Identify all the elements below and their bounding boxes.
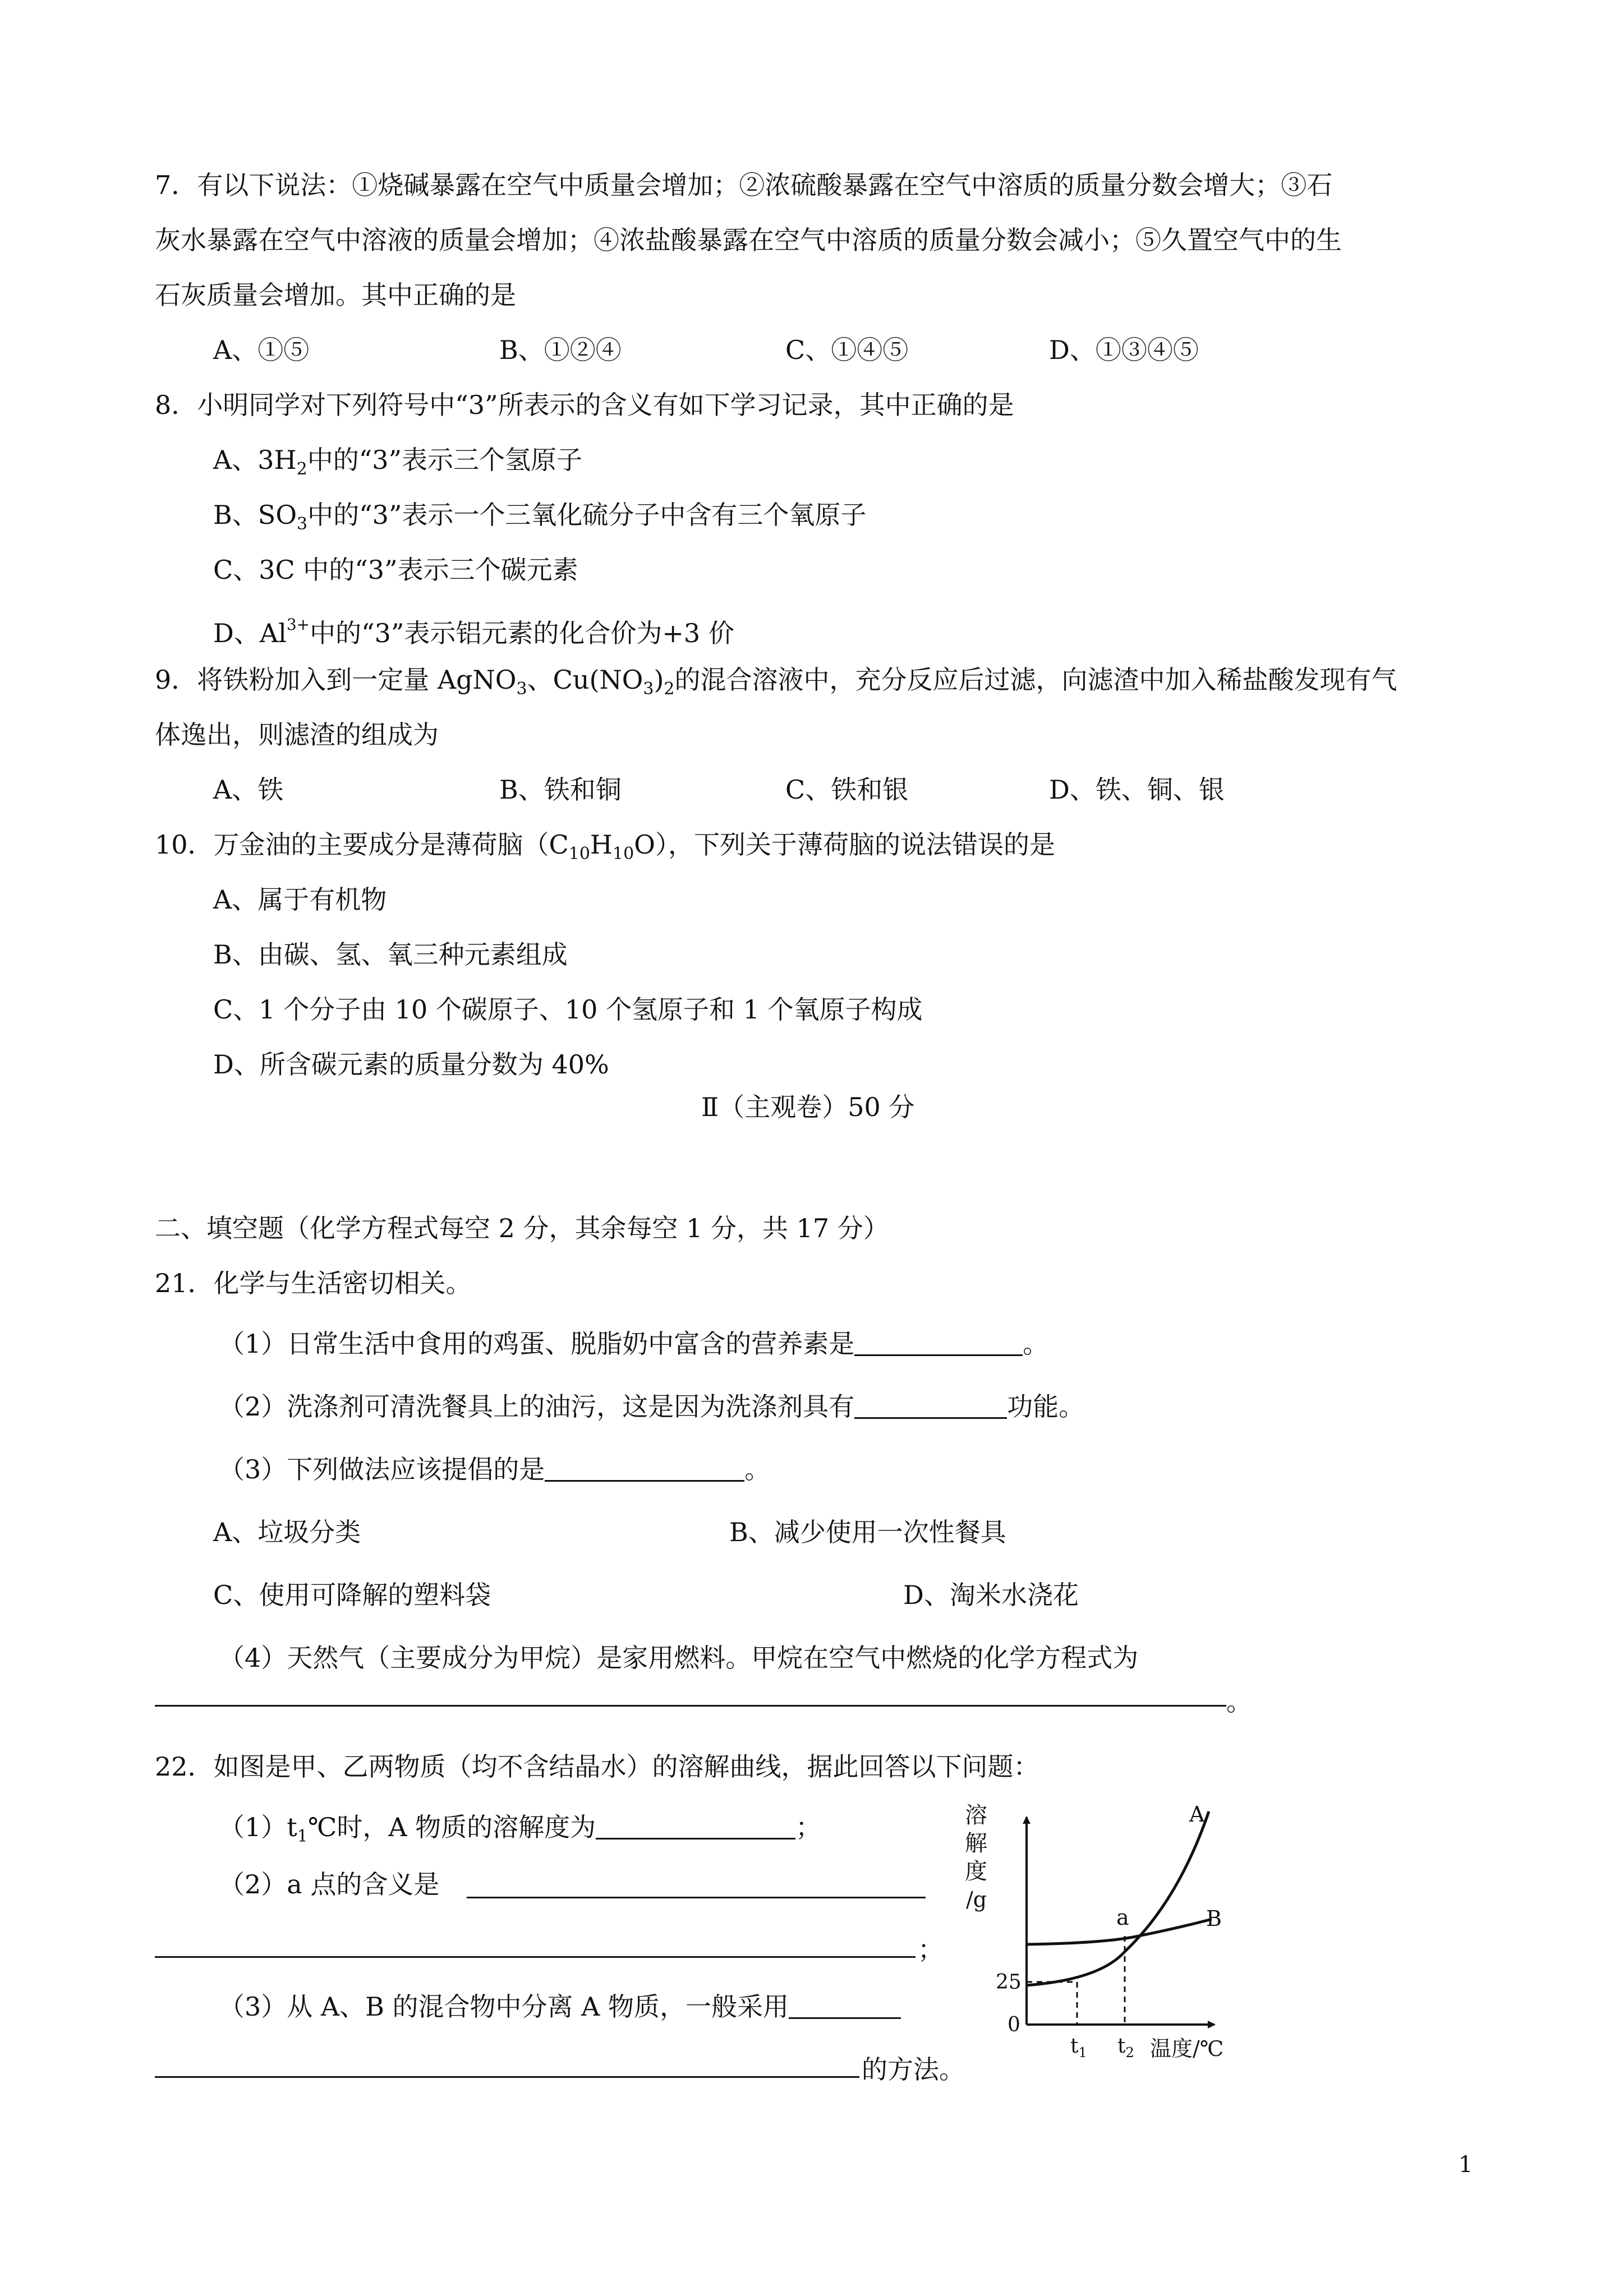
q21-part-3: （3）下列做法应该提倡的是 。 (219, 1454, 771, 1484)
q8-stem: 8．小明同学对下列符号中“3”所表示的含义有如下学习记录，其中正确的是 (155, 390, 1014, 420)
q9-option-a: A、铁 (213, 774, 284, 805)
q22-blank-1[interactable] (596, 1813, 795, 1839)
q22-stem: 22．如图是甲、乙两物质（均不含结晶水）的溶解曲线，据此回答以下问题： (155, 1751, 1039, 1782)
part-two-heading: 二、填空题（化学方程式每空 2 分，其余每空 1 分，共 17 分） (155, 1213, 889, 1243)
curve-b-label: B (1206, 1906, 1222, 1931)
q21-blank-2[interactable] (854, 1393, 1007, 1419)
point-a-label: a (1116, 1905, 1129, 1930)
q22-part-3: （3）从 A、B 的混合物中分离 A 物质，一般采用 (219, 1990, 901, 2023)
q21-option-d: D、淘米水浇花 (903, 1580, 1079, 1610)
curve-a-label: A (1189, 1802, 1205, 1827)
q22-part-2: （2）a 点的含义是 (219, 1869, 440, 1899)
origin-label: 0 (1007, 2013, 1020, 2036)
q21-part-2: （2）洗涤剂可清洗餐具上的油污，这是因为洗涤剂具有 功能。 (219, 1391, 1085, 1422)
q21-part-4-end: 。 (1226, 1686, 1252, 1717)
q21-stem: 21．化学与生活密切相关。 (155, 1268, 472, 1298)
t2-label: $t_2$ (1117, 2035, 1134, 2060)
q9-option-d: D、铁、铜、银 (1049, 774, 1225, 805)
q7-option-d: D、①③④⑤ (1049, 335, 1199, 365)
q7-line-2: 灰水暴露在空气中溶液的质量会增加；④浓盐酸暴露在空气中溶质的质量分数会减小；⑤久置空气中的生 (155, 225, 1342, 255)
y-tick-25: 25 (996, 1971, 1022, 1994)
q8-option-a: A、$3H_2$中的“3”表示三个氢原子 (213, 445, 583, 479)
q22-blank-3b[interactable] (155, 2076, 859, 2078)
q22-part-3-end: 的方法。 (862, 2054, 965, 2085)
q7-option-a: A、①⑤ (213, 335, 310, 365)
q21-part-4: （4）天然气（主要成分为甲烷）是家用燃料。甲烷在空气中燃烧的化学方程式为 (219, 1643, 1139, 1673)
q7-line-1: 7．有以下说法：①烧碱暴露在空气中质量会增加；②浓硫酸暴露在空气中溶质的质量分数会增大；③石 (155, 170, 1333, 200)
q22-blank-2b[interactable] (155, 1956, 915, 1958)
curve-a (1027, 1811, 1209, 1985)
q8-option-c: C、3C 中的“3”表示三个碳元素 (213, 555, 578, 585)
q21-blank-1[interactable] (854, 1330, 1023, 1356)
q8-option-b: B、$SO_3$中的“3”表示一个三氧化硫分子中含有三个氧原子 (213, 500, 867, 534)
page-number: 1 (1459, 2152, 1473, 2178)
graph-xlabel: 温度/℃ (1150, 2036, 1224, 2061)
q7-option-c: C、①④⑤ (785, 335, 909, 365)
q8-option-d: D、$Al^{3+}$中的“3”表示铝元素的化合价为+3 价 (213, 615, 734, 648)
q21-option-b: B、减少使用一次性餐具 (729, 1517, 1006, 1547)
q22-part-2-end: ； (918, 1934, 944, 1965)
q22-blank-2a[interactable] (467, 1897, 926, 1898)
q21-option-c: C、使用可降解的塑料袋 (213, 1580, 491, 1610)
q9-option-b: B、铁和铜 (499, 774, 622, 805)
q10-stem: 10．万金油的主要成分是薄荷脑$(C_{10}H_{10}O)$，下列关于薄荷脑的说法错误的是 (155, 829, 1055, 864)
q10-option-a: A、属于有机物 (213, 884, 387, 915)
solubility-graph (965, 1795, 1279, 2086)
q21-option-a: A、垃圾分类 (213, 1517, 361, 1547)
q10-option-b: B、由碳、氢、氧三种元素组成 (213, 939, 568, 970)
section-two-heading: Ⅱ（主观卷）50 分 (701, 1092, 915, 1122)
q9-line-2: 体逸出，则滤渣的组成为 (155, 720, 439, 750)
q7-option-b: B、①②④ (499, 335, 622, 365)
q21-blank-3[interactable] (545, 1455, 744, 1482)
q9-line-1: 9．将铁粉加入到一定量 AgNO$_3$、$Cu(NO_3)_2$的混合溶液中，充分反应后过滤，向滤渣中加入稀盐酸发现有气 (155, 665, 1397, 699)
q10-option-c: C、1 个分子由 10 个碳原子、10 个氢原子和 1 个氧原子构成 (213, 994, 923, 1025)
q21-part-1: （1）日常生活中食用的鸡蛋、脱脂奶中富含的营养素是 。 (219, 1329, 1049, 1359)
graph-ylabel-3: 度 (965, 1859, 987, 1884)
q22-part-1: $(1)t_1℃$时，A 物质的溶解度为 ； (219, 1812, 822, 1846)
q7-line-3: 石灰质量会增加。其中正确的是 (155, 280, 516, 310)
q22-blank-3a[interactable] (789, 1993, 901, 2019)
graph-ylabel-2: 解 (965, 1831, 987, 1856)
q9-option-c: C、铁和银 (785, 774, 909, 805)
q21-blank-4[interactable] (155, 1705, 1226, 1707)
graph-ylabel-1: 溶 (965, 1802, 987, 1828)
q10-option-d: D、所含碳元素的质量分数为 40% (213, 1049, 609, 1080)
graph-ylabel-4: /g (966, 1887, 987, 1912)
t1-label: $t_1$ (1070, 2035, 1087, 2060)
